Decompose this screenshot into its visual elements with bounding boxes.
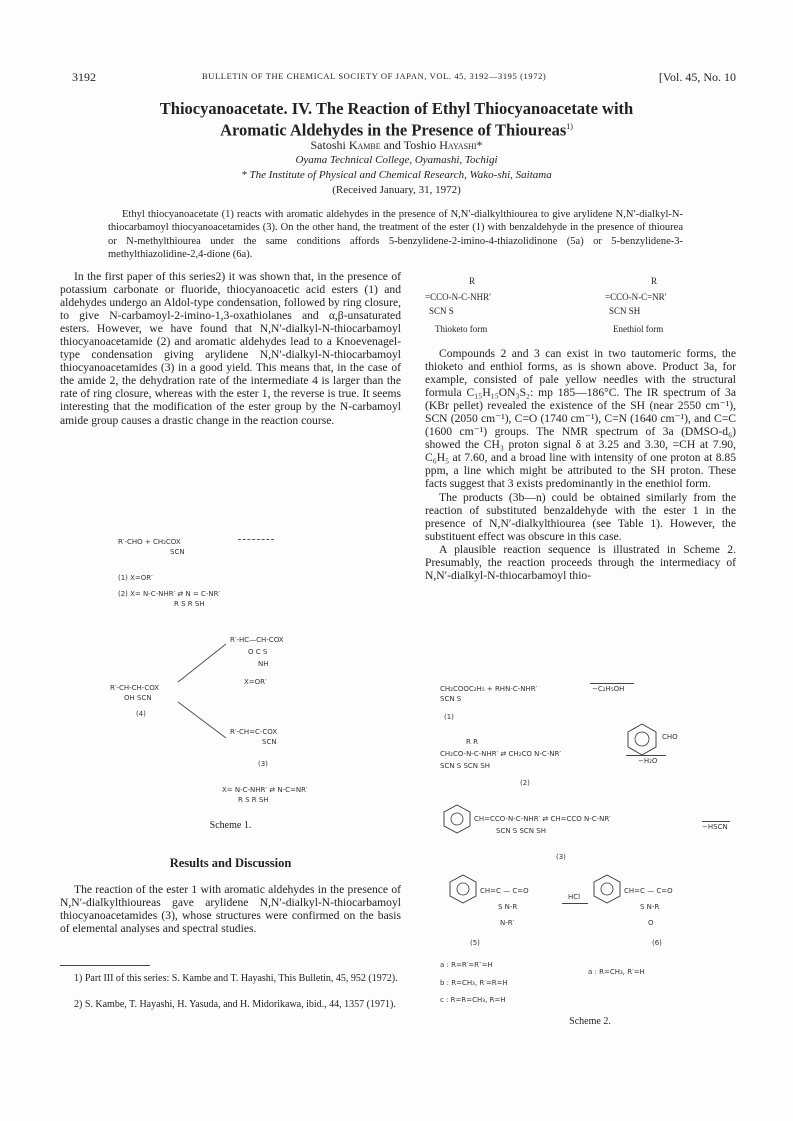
enethiol-formula: =CCO-N-C=NR′ <box>605 292 667 302</box>
scheme-2-caption: Scheme 2. <box>569 1016 611 1027</box>
author-star: * <box>476 138 483 152</box>
scheme1-oxathiolane: R′-HC—CH-COX <box>230 636 284 644</box>
scheme2-legend-6a: a : R=CH₃, R′=H <box>588 968 645 976</box>
journal-name: BULLETIN OF THE CHEMICAL SOCIETY OF JAPAN, VOL. 45, 3192—3195 (1972) <box>202 71 547 81</box>
thioketo-r: R <box>469 276 476 286</box>
scheme2-product-5: CH=C — C=O <box>480 887 529 895</box>
scheme1-scn: SCN <box>170 548 185 556</box>
footnote-1: 1) Part III of this series: S. Kambe and T. Hayashi, This Bulletin, 45, 952 (1972). <box>74 973 398 984</box>
scheme2-row2-condition: −H₂O <box>638 757 658 765</box>
footnote-rule <box>60 965 150 966</box>
affiliation-1: Oyama Technical College, Oyamashi, Tochigi <box>295 154 498 166</box>
scheme1-intermediate: R′-CH-CH-COX <box>110 684 160 692</box>
thioketo-substituents: SCN S <box>429 306 454 316</box>
thioketo-formula: =CCO-N-C-NHR′ <box>425 292 492 302</box>
scheme1-arylidene-scn: SCN <box>262 738 277 746</box>
scheme1-branch-arrows <box>174 638 234 758</box>
scheme2-product-6: CH=C — C=O <box>624 887 673 895</box>
scheme2-row1-condition: −C₂H₅OH <box>592 685 625 693</box>
scheme1-tautomer: X= N-C-NHR′ ⇄ N-C=NR′ <box>222 786 308 794</box>
scheme2-row1-reactants: CH₂COOC₂H₅ + RHN-C-NHR′ <box>440 685 538 693</box>
enethiol-substituents: SCN SH <box>609 306 641 316</box>
scheme2-row1-number: (1) <box>444 713 454 721</box>
scheme1-intermediate-sub: OH SCN <box>124 694 152 702</box>
discussion-text-1: Compounds 2 and 3 can exist in two tautomeric forms, the thioketo and enthiol forms, as is shown above. Product 3a, for example, consisted of pale yellow needles with the structural formula C₁₅H₁₅ON₃S₂: mp 185—186°C. The IR spectrum of 3a (KBr pellet) revealed the existence of the SH (near 2550 cm⁻¹), SCN (2050 cm⁻¹), C=O (1740 cm⁻¹), C=N (1640 cm⁻¹), and C=C (1600 cm⁻¹) groups. The NMR spectrum of 3a (DMSO-d₆) showed the CH₃ proton signal δ at 3.25 and 3.30, =CH at 7.90, C₆H₅ at 7.60, and a broad line with intensity of one proton at 8.85 ppm, a line which might be attributed to the SH proton. These facts suggest that 3 exists predominantly in the enethiol form. <box>425 347 736 491</box>
scheme1-oxathiolane-ring: O C S <box>248 648 268 656</box>
scheme2-row2-tautomers: CH₂CO-N-C-NHR′ ⇄ CH₂CO N-C-NR′ <box>440 750 561 758</box>
enethiol-r: R <box>651 276 658 286</box>
thioketo-label: Thioketo form <box>435 324 488 334</box>
discussion-paragraphs <box>425 347 736 582</box>
results-paragraph <box>60 883 401 935</box>
scheme2-legend-5b: b : R=CH₃, R′=R=H <box>440 979 508 987</box>
scheme2-row3-condition: −HSCN <box>702 823 728 831</box>
author-1-given: Satoshi <box>310 138 346 152</box>
title-line-1: Thiocyanoacetate. IV. The Reaction of Ethyl Thiocyanoacetate with <box>159 99 634 118</box>
scheme1-oxathiolane-nh: NH <box>258 660 269 668</box>
scheme1-case-2: (2) X= N-C-NHR′ ⇄ N = C-NR′ <box>118 590 221 598</box>
results-heading: Results and Discussion <box>169 856 292 870</box>
scheme2-product-6-oxo: O <box>648 919 654 927</box>
scheme-2 <box>440 683 740 1013</box>
scheme2-number-5: (5) <box>470 939 480 947</box>
benzaldehyde-ring-icon <box>622 721 662 757</box>
scheme2-row1-sub: SCN S <box>440 695 462 703</box>
footnote-2: 2) S. Kambe, T. Hayashi, H. Yasuda, and H. Midorikawa, ibid., 44, 1357 (1971). <box>74 999 396 1010</box>
scheme2-row2-sub: SCN S SCN SH <box>440 762 490 770</box>
scheme2-row2-r: R R <box>466 738 478 746</box>
authors-and: and <box>383 138 401 152</box>
scheme2-row3-number: (3) <box>556 853 566 861</box>
running-head <box>72 70 736 86</box>
title-footnote-mark: 1) <box>566 122 573 131</box>
article-title <box>60 100 733 140</box>
scheme2-row2-number: (2) <box>520 779 530 787</box>
scheme2-product-5-ring: S N-R <box>498 903 518 911</box>
scheme1-intermediate-number: (4) <box>136 710 146 718</box>
scheme1-arrow-1 <box>238 539 274 540</box>
received-date: (Received January, 31, 1972) <box>332 184 461 196</box>
scheme2-arrow-3 <box>702 821 730 822</box>
volume-number: [Vol. 45, No. 10 <box>658 70 736 84</box>
intro-text: In the first paper of this series2) it was shown that, in the presence of potassium carbonate or fluoride, thiocyanoacetic acid esters (1) and aldehydes undergo an Aldol-type condensation, followed by ring closure, to give N-carbamoyl-2-imino-1,3-oxathiolanes and α,β-unsaturated esters. However, we have found that N,N′-dialkyl-N-thiocarbamoyl thiocyanoacetamide (2) and aromatic aldehydes lead to a Knoevenagel-type condensation giving arylidene N,N′-dialkyl-N-thiocarbamoyl thiocyanoacetamides (3) in a good yield. This means that, in the case of the amide 2, the dehydration rate of the intermediate 4 is larger than the rate of ring closure, whereas with the ester 1, the reverse is true. It seems interesting that the modification of the ester group by the N-carbamoyl amide group causes a drastic change in the reaction course. <box>60 270 401 427</box>
scheme1-condition: X=OR′ <box>244 678 267 686</box>
discussion-text-2: The products (3b—n) could be obtained similarly from the reaction of substituted benzaldehyde with the ester 1 in the presence of N,N′-dialkylthiourea (see Table 1). However, the substituent effect was obscure in this case. <box>425 490 736 543</box>
enethiol-label: Enethiol form <box>613 324 664 334</box>
page-number: 3192 <box>72 70 96 84</box>
scheme2-row3-tautomers: CH=CCO-N-C-NHR′ ⇄ CH=CCO N-C-NR′ <box>474 815 611 823</box>
discussion-text-3: A plausible reaction sequence is illustrated in Scheme 2. Presumably, the reaction proceeds through the intermediacy of N,N′-dialkyl-N-thiocarbamoyl thio- <box>425 542 736 582</box>
scheme1-reactants: R′-CHO + CH₂COX <box>118 538 181 546</box>
scheme2-arrow-1 <box>590 683 634 684</box>
phenyl-ring-icon-5 <box>446 873 480 905</box>
scheme1-tautomer-sub: R S R SH <box>238 796 269 804</box>
authors <box>60 138 733 153</box>
phenyl-ring-icon-6 <box>590 873 624 905</box>
scheme1-case-1: (1) X=OR′ <box>118 574 153 582</box>
author-2-given: Toshio <box>403 138 437 152</box>
tautomer-forms <box>425 276 736 340</box>
author-1-family: Kambe <box>348 138 381 152</box>
scheme2-row2-reagent: CHO <box>662 733 678 741</box>
scheme2-row3-sub: SCN S SCN SH <box>496 827 546 835</box>
scheme-1 <box>110 538 348 838</box>
abstract: Ethyl thiocyanoacetate (1) reacts with aromatic aldehydes in the presence of N,N′-dialkylthiourea to give arylidene N,N′-dialkyl-N-thiocarbamoyl thiocyanoacetamides (3). On the other hand, the treatment of the ester (1) with benzaldehyde in the presence of thiourea or N-methylthiourea under the same conditions affords 5-benzylidene-2-imino-4-thiazolidinone (5a) or 5-benzylidene-3-methylthiazolidine-2,4-dione (6a). <box>108 209 683 260</box>
scheme2-number-6: (6) <box>652 939 662 947</box>
scheme2-arrow-2 <box>626 755 666 756</box>
scheme2-legend-5a: a : R=R′=R″=H <box>440 961 493 969</box>
scheme2-row4-condition: HCl <box>568 893 581 901</box>
phenyl-ring-icon-3a <box>440 803 474 835</box>
author-2-family: Hayashi <box>439 138 477 152</box>
scheme2-product-6-ring: S N-R <box>640 903 660 911</box>
scheme-1-caption: Scheme 1. <box>209 820 252 831</box>
scheme2-arrow-4 <box>562 903 588 904</box>
results-text: The reaction of the ester 1 with aromatic aldehydes in the presence of N,N′-dialkylthioureas gave arylidene N,N′-dialkyl-N-thiocarbamoyl thiocyanoacetamides (3), whose structures were confirmed on the basis of elemental analyses and spectral studies. <box>60 883 401 936</box>
scheme1-case-2-sub: R S R SH <box>174 600 205 608</box>
scheme1-arylidene-number: (3) <box>258 760 268 768</box>
intro-paragraph <box>60 270 401 427</box>
title-line-2: Aromatic Aldehydes in the Presence of Thioureas <box>220 120 567 140</box>
scheme2-product-5-imino: N-R′ <box>500 919 515 927</box>
affiliation-2: * The Institute of Physical and Chemical Research, Wako-shi, Saitama <box>241 169 552 181</box>
scheme2-legend-5c: c : R=R=CH₃, R=H <box>440 996 506 1004</box>
scheme1-arylidene: R′-CH=C-COX <box>230 728 278 736</box>
